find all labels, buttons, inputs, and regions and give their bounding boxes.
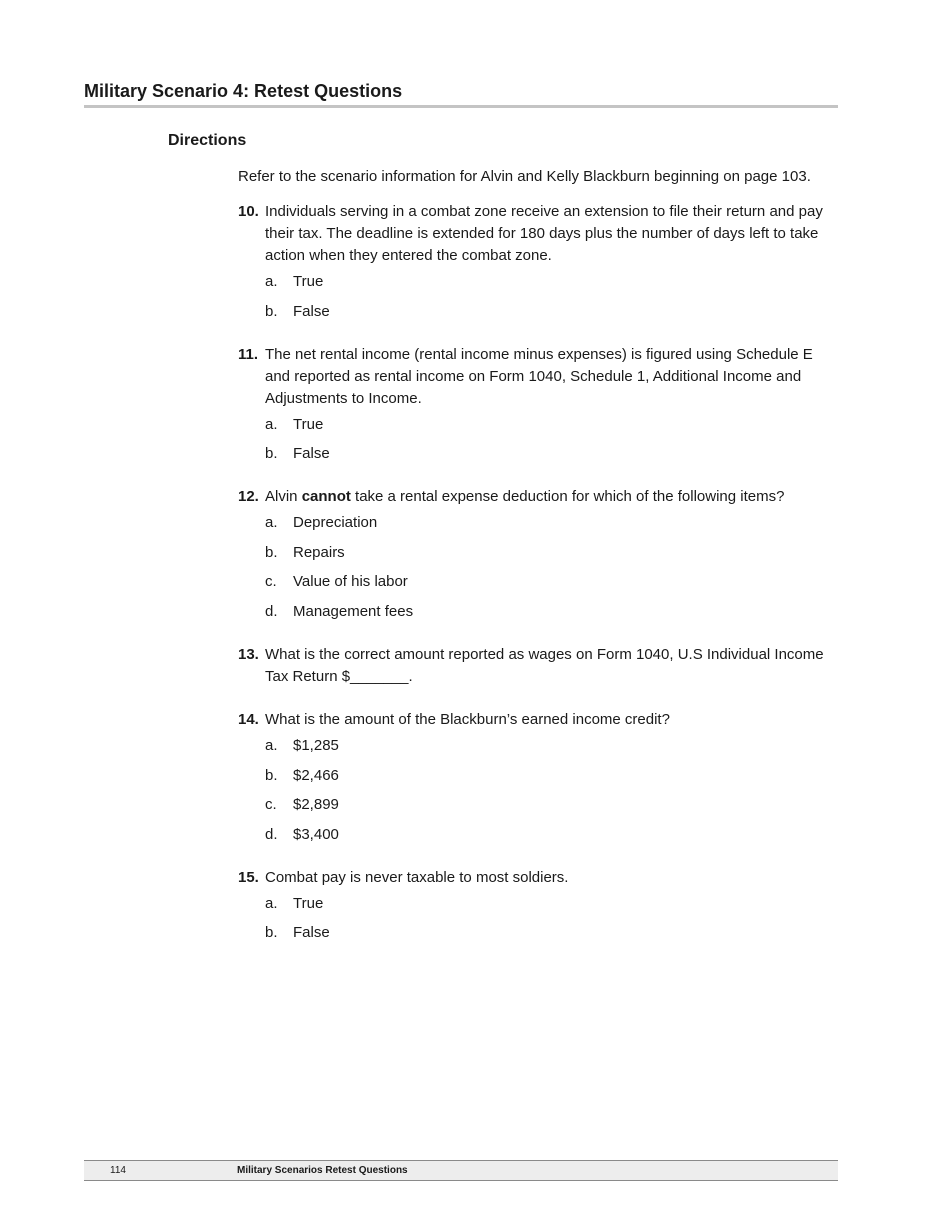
option-letter: d. <box>265 825 278 843</box>
answer-option[interactable] <box>265 512 838 534</box>
footer-title: Military Scenarios Retest Questions <box>237 1165 408 1176</box>
answer-option[interactable] <box>265 301 838 323</box>
question-11 <box>238 344 838 466</box>
question-number: 15. <box>238 868 259 886</box>
option-text: False <box>293 302 330 320</box>
option-text: Management fees <box>293 602 414 620</box>
answer-options <box>265 735 838 846</box>
answer-option[interactable] <box>265 922 838 944</box>
option-text: $2,466 <box>293 766 339 784</box>
answer-options <box>265 271 838 323</box>
answer-options <box>265 512 838 623</box>
answer-option[interactable] <box>265 542 838 564</box>
question-14 <box>238 709 838 846</box>
question-text: The net rental income (rental income minus expenses) is figured using Schedule E and reported as rental income on Form 1040, Schedule 1, Additional Income and Adjustments to Income. <box>265 345 813 407</box>
option-text: Value of his labor <box>293 573 408 591</box>
answer-option[interactable] <box>265 571 838 593</box>
option-letter: b. <box>265 543 278 561</box>
option-letter: b. <box>265 302 278 320</box>
option-letter: a. <box>265 736 278 754</box>
option-text: True <box>293 273 324 290</box>
option-letter: d. <box>265 602 278 620</box>
option-text: False <box>293 445 330 463</box>
answer-option[interactable] <box>265 893 838 915</box>
option-text: Depreciation <box>293 514 378 532</box>
question-number: 10. <box>238 203 259 220</box>
question-number: 12. <box>238 488 259 506</box>
question-list <box>238 201 838 965</box>
option-text: True <box>293 894 324 912</box>
option-letter: c. <box>265 573 277 591</box>
answer-option[interactable] <box>265 414 838 436</box>
option-letter: b. <box>265 445 278 463</box>
option-letter: a. <box>265 514 278 532</box>
answer-option[interactable] <box>265 765 838 787</box>
question-number: 13. <box>238 645 259 663</box>
directions-intro: Refer to the scenario information for Alvin and Kelly Blackburn beginning on page 103. <box>238 168 811 185</box>
question-12 <box>238 486 838 623</box>
footer-page-number: 114 <box>110 1165 126 1176</box>
answer-option[interactable] <box>265 443 838 465</box>
option-text: $1,285 <box>293 736 339 754</box>
page-title: Military Scenario 4: Retest Questions <box>84 80 838 108</box>
question-text: Individuals serving in a combat zone receive an extension to file their return and pay their tax. The deadline is extended for 180 days plus the number of days left to take action when they entered the combat zone. <box>265 203 823 264</box>
option-text: $3,400 <box>293 825 339 843</box>
question-text: Combat pay is never taxable to most soldiers. <box>265 868 569 886</box>
answer-options <box>265 893 838 945</box>
option-letter: a. <box>265 415 278 433</box>
question-text: What is the correct amount reported as wages on Form 1040, U.S Individual Income Tax Return $_______. <box>265 645 824 685</box>
option-letter: a. <box>265 894 278 912</box>
option-letter: c. <box>265 796 277 814</box>
page-footer <box>84 1160 838 1181</box>
answer-options <box>265 414 838 466</box>
option-letter: b. <box>265 766 278 784</box>
answer-option[interactable] <box>265 271 838 293</box>
option-letter: a. <box>265 273 278 290</box>
question-15 <box>238 867 838 945</box>
question-text: What is the amount of the Blackburn’s earned income credit? <box>265 710 670 728</box>
answer-option[interactable] <box>265 794 838 816</box>
question-number: 14. <box>238 710 259 728</box>
directions-heading: Directions <box>168 132 247 149</box>
option-text: Repairs <box>293 543 345 561</box>
option-text: False <box>293 924 330 942</box>
answer-option[interactable] <box>265 735 838 757</box>
question-text <box>265 486 838 508</box>
answer-option[interactable] <box>265 601 838 623</box>
question-number: 11. <box>238 345 259 363</box>
answer-option[interactable] <box>265 824 838 846</box>
option-letter: b. <box>265 924 278 942</box>
question-text-after: take a rental expense deduction for which of the following items? <box>350 488 785 506</box>
option-text: $2,899 <box>293 796 339 814</box>
question-10 <box>238 201 838 323</box>
question-text-before: Alvin <box>265 488 302 506</box>
option-text: True <box>293 415 324 433</box>
question-13 <box>238 644 838 688</box>
question-emphasis: cannot <box>301 488 351 506</box>
